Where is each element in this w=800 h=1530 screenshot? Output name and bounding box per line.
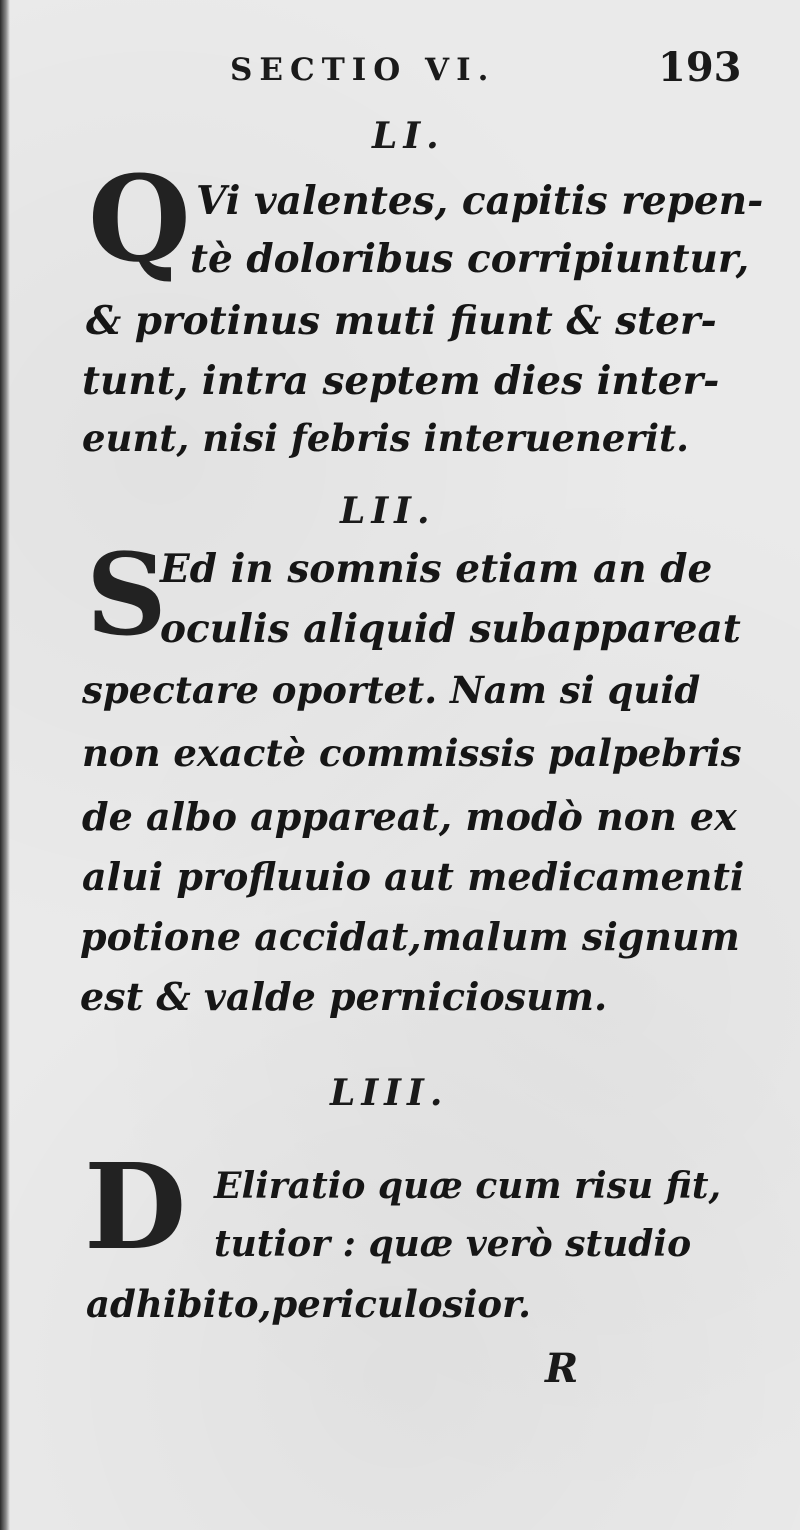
page-number: 193: [658, 44, 742, 91]
text-line: tutior : quæ verò studio: [214, 1223, 692, 1265]
signature-mark: R: [545, 1345, 579, 1392]
drop-cap-s: S: [86, 530, 167, 661]
text-line: eunt, nisi febris interuenerit.: [82, 416, 689, 460]
text-line: tè doloribus corripiuntur,: [190, 236, 750, 282]
drop-cap-q: Q: [88, 149, 191, 288]
text-line: tunt, intra septem dies inter-: [82, 358, 720, 404]
page-binding-edge: [0, 0, 10, 1530]
text-line: adhibito,periculosior.: [86, 1282, 532, 1326]
text-line: Ed in somnis etiam an de: [160, 546, 713, 592]
text-line: Eliratio quæ cum risu fit,: [214, 1165, 722, 1207]
running-head: SECTIO VI.: [230, 52, 496, 88]
drop-cap-d: D: [84, 1137, 187, 1276]
text-line: potione accidat,malum signum: [80, 914, 740, 959]
text-line: & protinus muti fiunt & ster-: [86, 298, 717, 344]
section-heading-liii: LIII.: [330, 1072, 449, 1114]
text-line: est & valde perniciosum.: [80, 974, 608, 1019]
text-line: oculis aliquid subappareat: [160, 606, 741, 652]
text-line: alui profluuio aut medicamenti: [82, 854, 745, 899]
section-heading-lii: LII.: [340, 490, 436, 532]
text-line: spectare oportet. Nam si quid: [82, 668, 701, 712]
text-line: Vi valentes, capitis repen-: [196, 178, 764, 224]
section-heading-li: LI.: [372, 115, 445, 157]
text-line: de albo appareat, modò non ex: [82, 794, 737, 839]
text-line: non exactè commissis palpebris: [82, 731, 742, 775]
